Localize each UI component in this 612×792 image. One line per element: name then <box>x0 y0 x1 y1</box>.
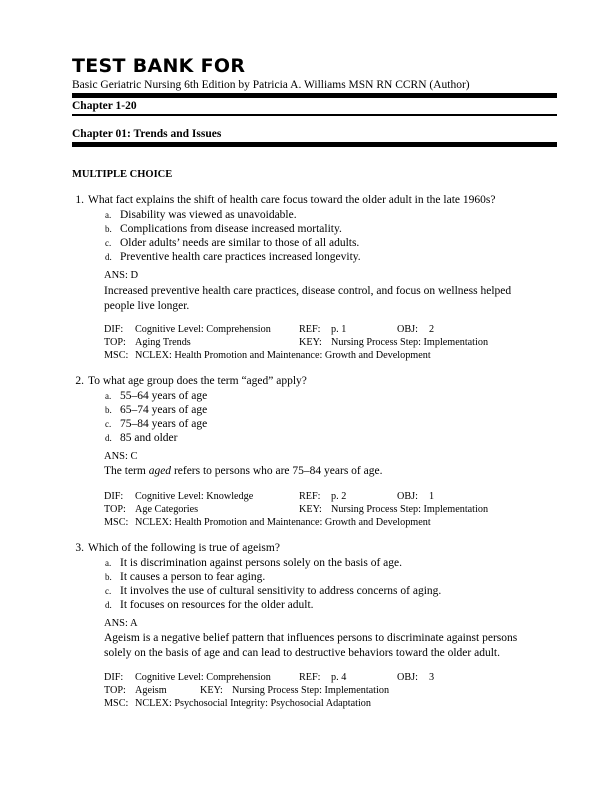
document-title: TEST BANK FOR <box>72 55 246 77</box>
question-stem: Which of the following is true of ageism? <box>88 542 280 554</box>
chapter-rule-thick <box>72 142 557 147</box>
question-stem: What fact explains the shift of health care focus toward the older adult in the late 1960s? <box>88 194 496 206</box>
rationale: The term aged refers to persons who are 75–84 years of age. <box>104 465 383 477</box>
answer-key: ANS: D <box>104 270 139 281</box>
answer-key: ANS: C <box>104 451 138 462</box>
answer-key: ANS: A <box>104 618 138 629</box>
document-subtitle: Basic Geriatric Nursing 6th Edition by Patricia A. Williams MSN RN CCRN (Author) <box>72 79 470 91</box>
chapter-range: Chapter 1-20 <box>72 100 137 112</box>
header-rule-thin <box>72 114 557 116</box>
header-rule-thick <box>72 93 557 98</box>
rationale: Ageism is a negative belief pattern that influences persons to discriminate against persons solely on the basis of age and can lead to destructive behaviors toward the older adult. <box>104 632 518 659</box>
section-heading: MULTIPLE CHOICE <box>72 169 173 180</box>
chapter-title: Chapter 01: Trends and Issues <box>72 128 222 140</box>
question-number: 2. <box>75 375 84 387</box>
question-number: 1. <box>75 194 84 206</box>
rationale: Increased preventive health care practices, disease control, and focus on wellness helped people live longer. <box>104 285 512 312</box>
question-stem: To what age group does the term “aged” apply? <box>88 375 307 387</box>
question-number: 3. <box>75 542 84 554</box>
